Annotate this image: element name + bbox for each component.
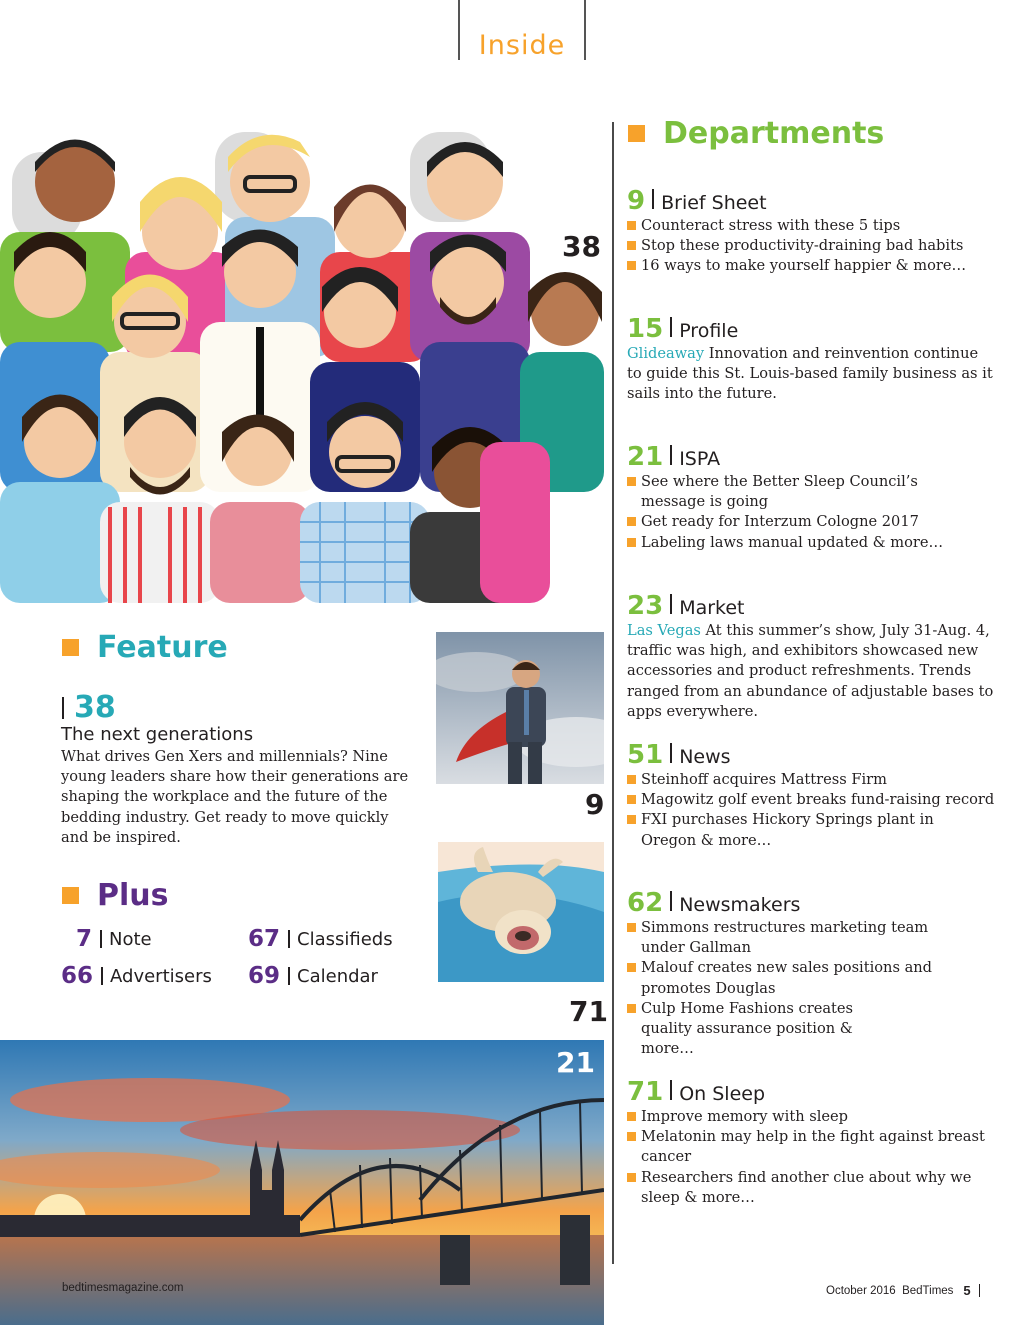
entry-section-title: Newsmakers (679, 894, 801, 916)
plus-item-note[interactable] (76, 926, 152, 952)
businessman-photo (436, 632, 604, 784)
plus-item-label: Calendar (297, 965, 378, 987)
plus-item-number: 66 (61, 963, 94, 989)
divider-bar (670, 594, 672, 614)
list-item: Labeling laws manual updated & more… (627, 533, 997, 553)
entry-section-title: Market (679, 597, 745, 619)
entry-lead: Las Vegas (627, 622, 701, 639)
divider-bar (652, 189, 654, 209)
plus-item-advertisers[interactable] (61, 963, 212, 989)
dept-entry-ispa[interactable] (627, 442, 997, 553)
list-item: Steinhoff acquires Mattress Firm (627, 770, 997, 790)
divider-bar (288, 930, 290, 948)
feature-heading (62, 630, 228, 665)
square-bullet-icon (62, 887, 79, 904)
plus-item-number: 69 (248, 963, 281, 989)
entry-section-title: On Sleep (679, 1083, 766, 1105)
businessman-page-label: 9 (585, 788, 605, 821)
header-rule-right (584, 0, 586, 60)
feature-subtitle[interactable]: The next generations (61, 724, 254, 745)
crowd-page-label: 38 (562, 230, 601, 263)
list-item: Magowitz golf event breaks fund-raising record (627, 790, 997, 810)
entry-lead: Glideaway (627, 345, 705, 362)
divider-bar (288, 967, 290, 985)
footer-issue-text: October 2016 BedTimes (826, 1284, 954, 1297)
entry-section-title: Brief Sheet (661, 192, 767, 214)
entry-section-title: News (679, 746, 731, 768)
city-page-label: 21 (556, 1046, 595, 1079)
list-item: Researchers find another clue about why we sleep & more… (627, 1168, 997, 1208)
plus-title: Plus (97, 878, 169, 913)
list-item: 16 ways to make yourself happier & more… (627, 256, 997, 276)
dept-entry-brief-sheet[interactable] (627, 186, 997, 277)
list-item: Melatonin may help in the fight against breast cancer (627, 1127, 997, 1167)
entry-page-number: 9 (627, 186, 646, 216)
divider-bar (101, 967, 103, 985)
header-rule-left (458, 0, 460, 60)
divider-bar (62, 697, 64, 719)
entry-page-number: 62 (627, 888, 664, 918)
entry-page-number: 23 (627, 591, 664, 621)
departments-title: Departments (663, 116, 885, 151)
dept-entry-newsmakers[interactable] (627, 888, 997, 1059)
page-title: Inside (478, 30, 566, 61)
plus-item-label: Note (109, 928, 152, 950)
feature-num: 38 (74, 690, 116, 725)
entry-page-number: 51 (627, 740, 664, 770)
dept-entry-on-sleep[interactable] (627, 1077, 997, 1208)
plus-heading (62, 878, 168, 913)
divider-bar (670, 317, 672, 337)
list-item: Culp Home Fashions creates quality assurance position & more… (627, 999, 997, 1060)
entry-text: At this summer’s show, July 31-Aug. 4, traffic was high, and exhibitors showcased new accessories and product refreshments. Trends ranged from an abundance of adjustable bases to apps everywhere. (627, 622, 994, 720)
divider-bar (670, 1080, 672, 1100)
list-item: Improve memory with sleep (627, 1107, 997, 1127)
list-item: Stop these productivity-draining bad habits (627, 236, 997, 256)
departments-heading (628, 116, 884, 151)
entry-text: Innovation and reinvention continue to guide this St. Louis-based family business as it sails into the future. (627, 345, 993, 403)
entry-section-title: Profile (679, 320, 739, 342)
plus-item-number: 7 (76, 926, 93, 952)
plus-item-classifieds[interactable] (248, 926, 393, 952)
dog-page-label: 71 (569, 995, 608, 1028)
list-item: See where the Better Sleep Council’s message is going (627, 472, 997, 512)
dept-entry-profile[interactable] (627, 314, 997, 405)
plus-item-number: 67 (248, 926, 281, 952)
entry-page-number: 71 (627, 1077, 664, 1107)
divider-bar (670, 445, 672, 465)
footer-website: bedtimesmagazine.com (62, 1282, 184, 1294)
list-item: Counteract stress with these 5 tips (627, 216, 997, 236)
divider-bar (670, 891, 672, 911)
entry-description (627, 621, 997, 722)
plus-item-label: Advertisers (110, 965, 212, 987)
column-divider (612, 122, 614, 1264)
crowd-illustration (0, 122, 604, 603)
list-item: Get ready for Interzum Cologne 2017 (627, 512, 997, 532)
list-item: FXI purchases Hickory Springs plant in Oregon & more… (627, 810, 997, 850)
list-item: Simmons restructures marketing team under Gallman (627, 918, 997, 958)
square-bullet-icon (62, 639, 79, 656)
feature-page-number[interactable] (62, 690, 116, 725)
list-item: Malouf creates new sales positions and promotes Douglas (627, 958, 997, 998)
plus-item-calendar[interactable] (248, 963, 378, 989)
dept-entry-market[interactable] (627, 591, 997, 722)
footer-bar (979, 1284, 980, 1297)
plus-item-label: Classifieds (297, 928, 393, 950)
footer-page-number: 5 (963, 1283, 971, 1298)
entry-section-title: ISPA (679, 448, 721, 470)
entry-page-number: 15 (627, 314, 664, 344)
divider-bar (670, 743, 672, 763)
dog-photo (438, 842, 604, 982)
divider-bar (100, 930, 102, 948)
dept-entry-news[interactable] (627, 740, 997, 851)
feature-title: Feature (97, 630, 228, 665)
entry-description (627, 344, 997, 405)
feature-description: What drives Gen Xers and millennials? Nine young leaders share how their generations are shaping the workplace and the future of the bedding industry. Get ready to move quickly and be inspired. (61, 748, 409, 846)
footer-issue (826, 1283, 980, 1298)
entry-page-number: 21 (627, 442, 664, 472)
square-bullet-icon (628, 125, 645, 142)
